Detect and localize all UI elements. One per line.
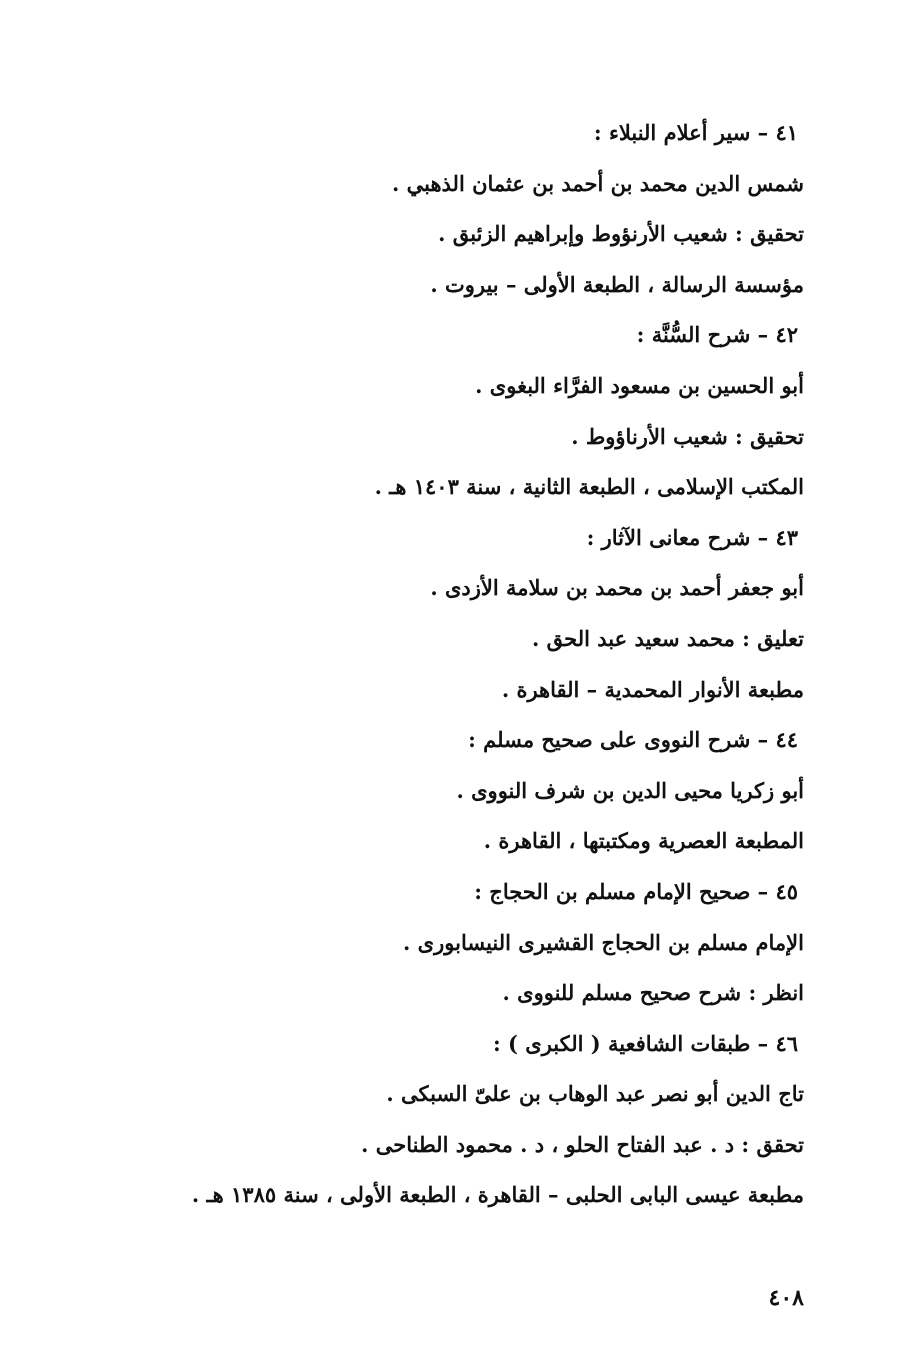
entry-line: مطبعة الأنوار المحمدية – القاهرة . (501, 676, 804, 702)
entry-line: تاج الدين أبو نصر عبد الوهاب بن علىّ السبكى . (386, 1081, 804, 1107)
entry-line: أبو جعفر أحمد بن محمد بن سلامة الأزدى . (430, 575, 804, 601)
entry-heading-41: ٤١ – سير أعلام النبلاء : (593, 120, 798, 145)
entry-line: أبو الحسين بن مسعود الفرَّاء البغوى . (475, 372, 804, 398)
entry-line: مطبعة عيسى البابى الحلبى – القاهرة ، الطبعة الأولى ، سنة ١٣٨٥ هـ . (191, 1182, 804, 1208)
references-list (104, 108, 804, 1221)
entry-heading-43: ٤٣ – شرح معانى الآثار : (586, 524, 798, 550)
entry-line: تحقيق : شعيب الأرنؤوط وإبراهيم الزئبق . (438, 221, 804, 247)
entry-heading-44: ٤٤ – شرح النووى على صحيح مسلم : (468, 727, 798, 753)
entry-heading-42: ٤٢ – شرح السُّنَّة : (636, 322, 798, 348)
entry-line: المطبعة العصرية ومكتبتها ، القاهرة . (483, 828, 804, 854)
page-number: ٤٠٨ (768, 1285, 804, 1311)
entry-line: تحقق : د . عبد الفتاح الحلو ، د . محمود الطناحى . (361, 1131, 804, 1157)
entry-line: تحقيق : شعيب الأرناؤوط . (571, 423, 804, 449)
entry-heading-45: ٤٥ – صحيح الإمام مسلم بن الحجاج : (474, 878, 798, 904)
entry-line: الإمام مسلم بن الحجاج القشيرى النيسابورى . (403, 929, 804, 955)
entry-line: تعليق : محمد سعيد عبد الحق . (532, 625, 804, 651)
entry-line: أبو زكريا محيى الدين بن شرف النووى . (456, 777, 804, 803)
entry-line: المكتب الإسلامى ، الطبعة الثانية ، سنة ١٤٠٣ هـ . (374, 474, 804, 500)
entry-heading-46: ٤٦ – طبقات الشافعية ( الكبرى ) : (492, 1030, 798, 1056)
entry-line: مؤسسة الرسالة ، الطبعة الأولى – بيروت . (430, 271, 804, 297)
entry-line: انظر : شرح صحيح مسلم للنووى . (502, 980, 804, 1006)
entry-line: شمس الدين محمد بن أحمد بن عثمان الذهبي . (391, 170, 804, 196)
